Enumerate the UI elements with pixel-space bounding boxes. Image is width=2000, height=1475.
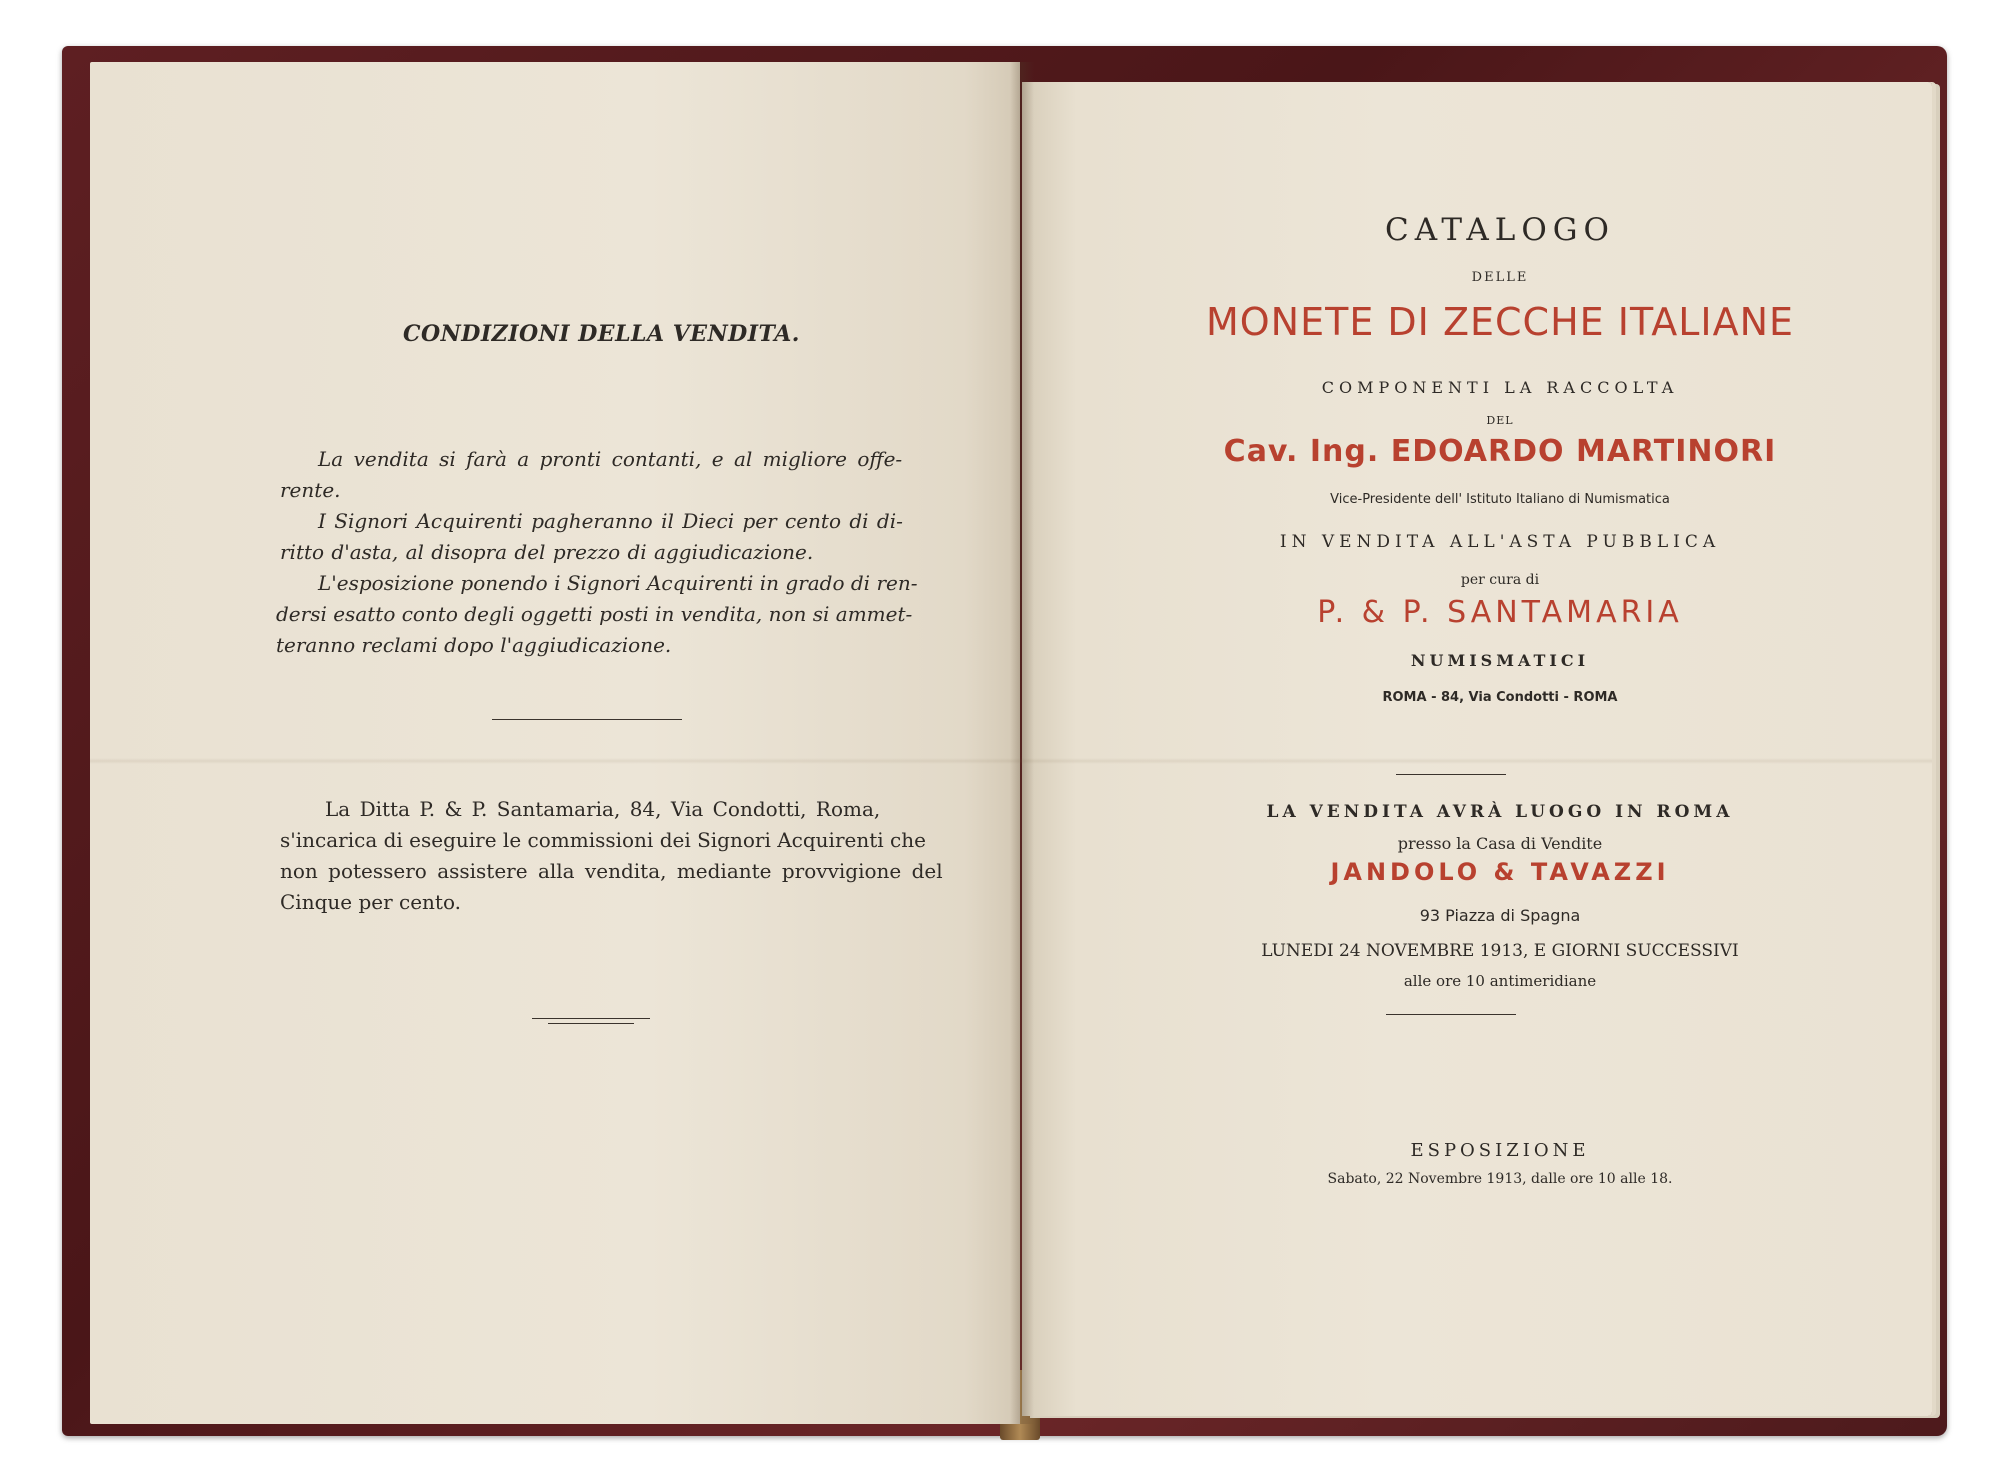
del-label: DEL — [1486, 414, 1514, 427]
vendita-luogo-label: LA VENDITA AVRÀ LUOGO IN ROMA — [1266, 802, 1734, 822]
commission-line: Cinque per cento. — [280, 890, 462, 914]
dealer-address: ROMA - 84, Via Condotti - ROMA — [1382, 690, 1618, 705]
commission-line: non potessero assistere alla vendita, mediante provvigione del — [280, 859, 943, 883]
conditions-line: L'esposizione ponendo i Signori Acquirenti in grado di ren- — [318, 571, 918, 595]
conditions-line: La vendita si farà a pronti contanti, e al migliore offe- — [318, 447, 903, 471]
auction-house-name: JANDOLO & TAVAZZI — [1330, 858, 1670, 886]
conditions-line: dersi esatto conto degli oggetti posti in vendita, non si ammet- — [276, 602, 913, 626]
presso-label: presso la Casa di Vendite — [1397, 834, 1603, 853]
conditions-heading: CONDIZIONI DELLA VENDITA. — [403, 321, 800, 347]
conditions-line: ritto d'asta, al disopra del prezzo di aggiudicazione. — [280, 540, 814, 564]
divider-rule — [492, 719, 682, 720]
commission-line: La Ditta P. & P. Santamaria, 84, Via Condotti, Roma, — [325, 797, 881, 821]
divider-rule — [1396, 774, 1506, 775]
book-gutter — [1010, 62, 1034, 1424]
collector-name: Cav. Ing. EDOARDO MARTINORI — [1223, 434, 1777, 469]
short-divider-rule — [548, 1023, 634, 1024]
delle-label: DELLE — [1471, 270, 1529, 285]
dealer-name: P. & P. SANTAMARIA — [1317, 595, 1683, 630]
catalogo-title: CATALOGO — [1385, 212, 1615, 248]
left-page — [90, 62, 1020, 1424]
conditions-line: I Signori Acquirenti pagheranno il Dieci per cento di di- — [318, 509, 903, 533]
auction-address: 93 Piazza di Spagna — [1419, 906, 1581, 925]
esposizione-label: ESPOSIZIONE — [1410, 1140, 1590, 1161]
esposizione-date: Sabato, 22 Novembre 1913, dalle ore 10 alle 18. — [1327, 1171, 1673, 1187]
conditions-line: teranno reclami dopo l'aggiudicazione. — [276, 633, 672, 657]
componenti-label: COMPONENTI LA RACCOLTA — [1321, 378, 1679, 397]
paper-fold — [90, 758, 1932, 764]
commission-line: s'incarica di eseguire le commissioni dei Signori Acquirenti che — [280, 828, 926, 852]
per-cura-label: per cura di — [1460, 572, 1540, 588]
main-title: MONETE DI ZECCHE ITALIANE — [1205, 300, 1795, 344]
auction-date: LUNEDI 24 NOVEMBRE 1913, E GIORNI SUCCESSIVI — [1261, 941, 1739, 961]
collector-role: Vice-Presidente dell' Istituto Italiano di Numismatica — [1330, 492, 1670, 507]
divider-rule — [1386, 1014, 1516, 1015]
short-divider-rule — [532, 1018, 650, 1019]
auction-time: alle ore 10 antimeridiane — [1403, 972, 1597, 990]
numismatici-label: NUMISMATICI — [1410, 651, 1590, 670]
conditions-line: rente. — [280, 478, 341, 502]
in-vendita-label: IN VENDITA ALL'ASTA PUBBLICA — [1279, 532, 1721, 552]
